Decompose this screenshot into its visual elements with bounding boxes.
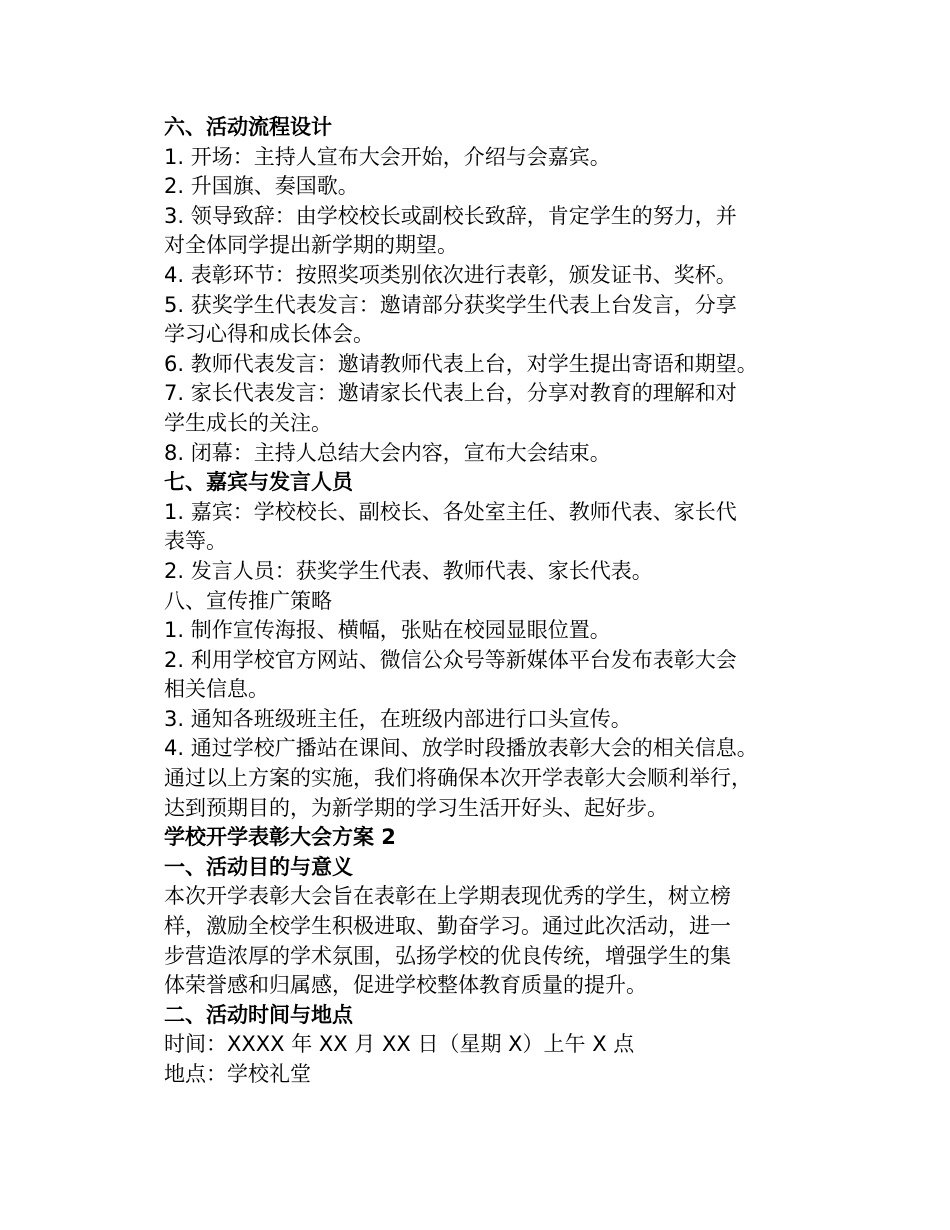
text-line: 3. 通知各班级班主任，在班级内部进行口头宣传。 — [164, 706, 632, 731]
text-line: 6. 教师代表发言：邀请教师代表上台，对学生提出寄语和期望。 — [164, 351, 758, 376]
text-line: 对全体同学提出新学期的期望。 — [164, 233, 458, 258]
text-line: 7. 家长代表发言：邀请家长代表上台，分享对教育的理解和对 — [164, 381, 737, 406]
text-line: 通过以上方案的实施，我们将确保本次开学表彰大会顺利举行， — [164, 766, 752, 791]
text-line: 体荣誉感和归属感，促进学校整体教育质量的提升。 — [164, 973, 647, 998]
text-line: 本次开学表彰大会旨在表彰在上学期表现优秀的学生，树立榜 — [164, 884, 731, 909]
section-heading: 一、活动目的与意义 — [164, 854, 353, 879]
text-line: 达到预期目的，为新学期的学习生活开好头、起好步。 — [164, 795, 668, 820]
text-line: 1. 开场：主持人宣布大会开始，介绍与会嘉宾。 — [164, 144, 611, 169]
text-line: 地点：学校礼堂 — [164, 1062, 311, 1086]
text-line: 相关信息。 — [164, 677, 269, 702]
text-line: 4. 通过学校广播站在课间、放学时段播放表彰大会的相关信息。 — [164, 736, 758, 761]
text-line: 1. 嘉宾：学校校长、副校长、各处室主任、教师代表、家长代 — [164, 499, 737, 524]
text-line: 2. 利用学校官方网站、微信公众号等新媒体平台发布表彰大会 — [164, 647, 737, 672]
text-line: 2. 发言人员：获奖学生代表、教师代表、家长代表。 — [164, 558, 653, 583]
text-line: 时间：XXXX 年 XX 月 XX 日（星期 X）上午 X 点 — [164, 1032, 635, 1057]
text-line: 3. 领导致辞：由学校校长或副校长致辞，肯定学生的努力，并 — [164, 203, 737, 228]
document-page — [164, 113, 804, 1090]
section-heading: 二、活动时间与地点 — [164, 1002, 353, 1027]
text-line: 学习心得和成长体会。 — [164, 322, 374, 347]
text-line: 步营造浓厚的学术氛围，弘扬学校的优良传统，增强学生的集 — [164, 943, 731, 968]
text-line: 1. 制作宣传海报、横幅，张贴在校园显眼位置。 — [164, 618, 611, 643]
text-line: 4. 表彰环节：按照奖项类别依次进行表彰，颁发证书、奖杯。 — [164, 262, 737, 287]
text-line: 八、宣传推广策略 — [164, 588, 332, 613]
section-heading: 七、嘉宾与发言人员 — [164, 470, 353, 495]
text-line: 学生成长的关注。 — [164, 410, 332, 435]
section-heading: 学校开学表彰大会方案 2 — [164, 825, 396, 850]
text-line: 样，激励全校学生积极进取、勤奋学习。通过此次活动，进一 — [164, 914, 731, 939]
text-line: 5. 获奖学生代表发言：邀请部分获奖学生代表上台发言，分享 — [164, 292, 737, 317]
section-heading: 六、活动流程设计 — [164, 115, 332, 139]
text-line: 2. 升国旗、奏国歌。 — [164, 174, 359, 199]
text-line: 8. 闭幕：主持人总结大会内容，宣布大会结束。 — [164, 440, 611, 465]
text-line: 表等。 — [164, 529, 227, 554]
